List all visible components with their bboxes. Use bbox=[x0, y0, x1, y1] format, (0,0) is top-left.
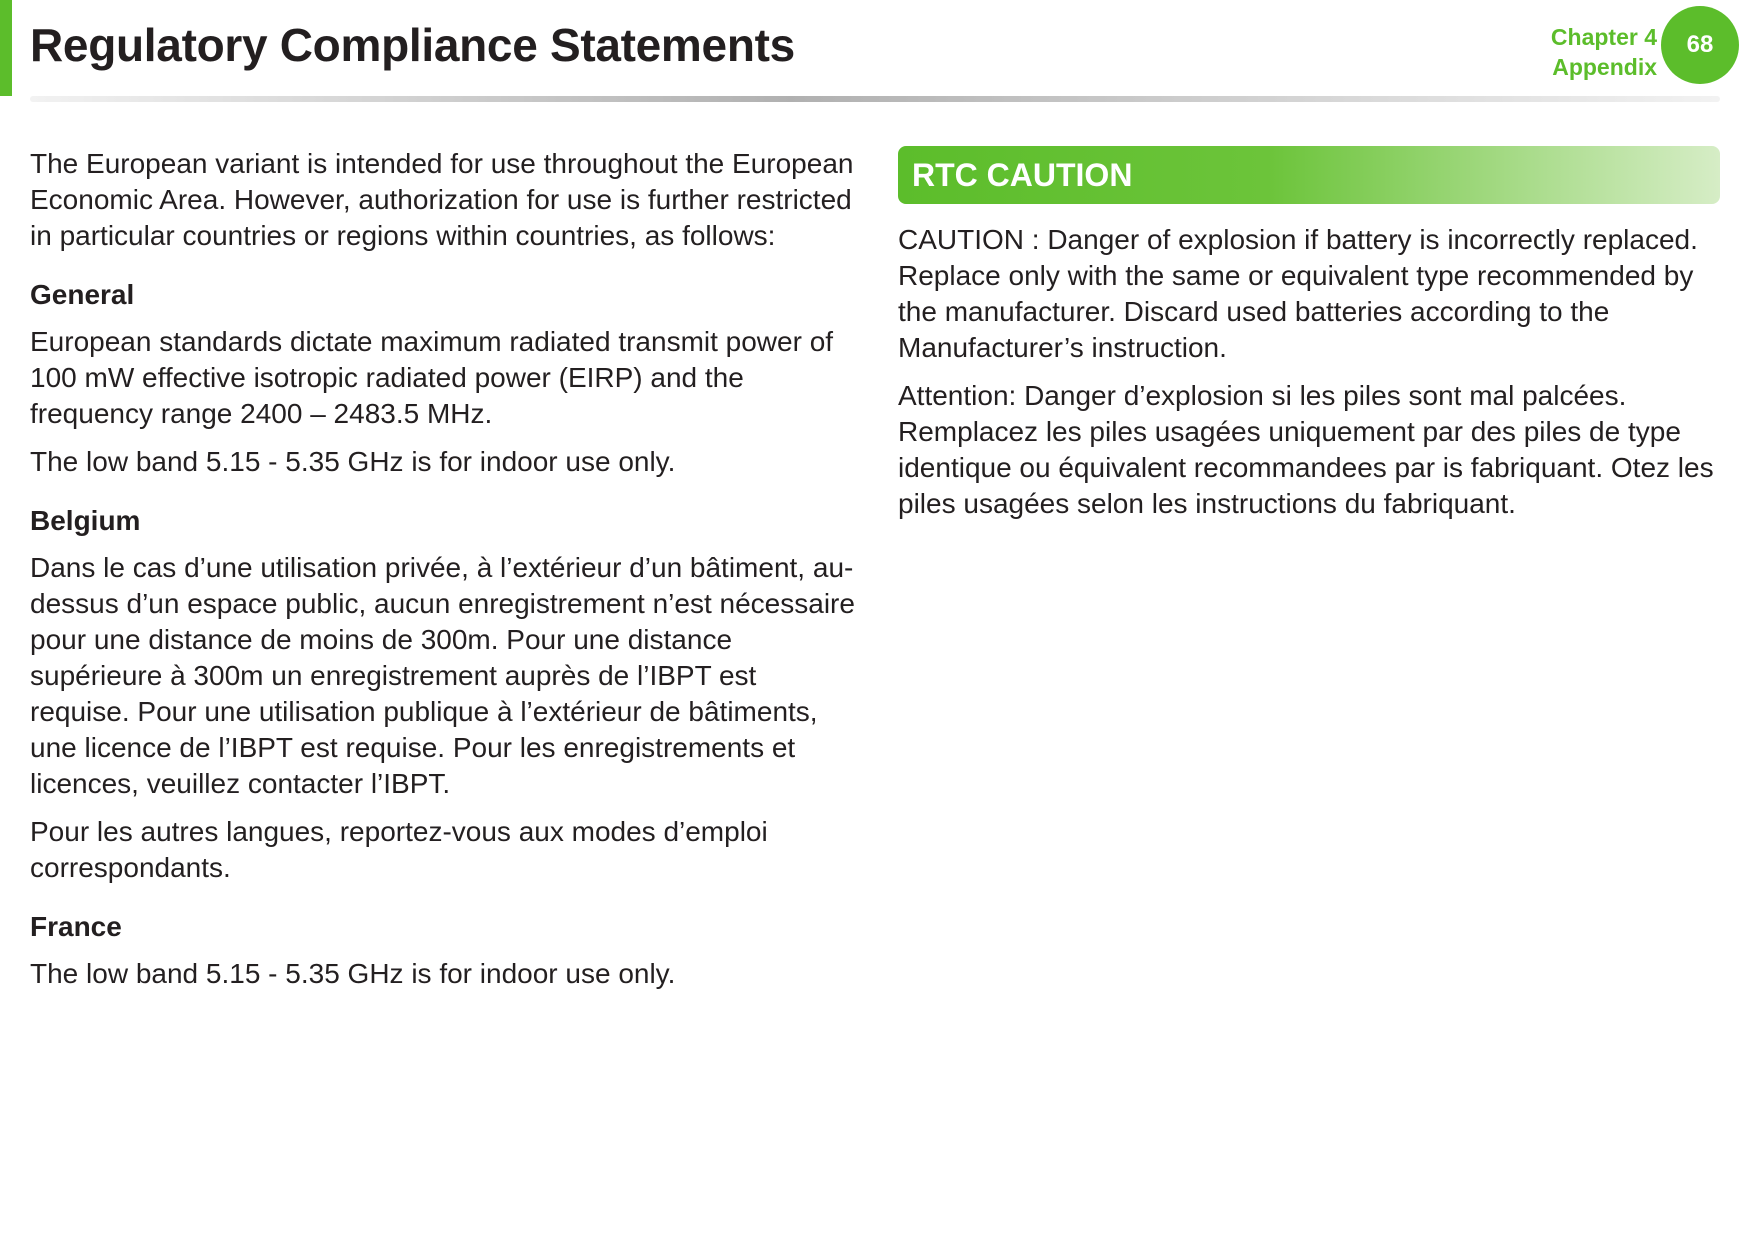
rtc-caution-banner bbox=[898, 146, 1720, 204]
chapter-info bbox=[1551, 22, 1657, 82]
general-paragraph-1: European standards dictate maximum radiated transmit power of 100 mW effective isotropic radiated power (EIRP) and the frequency range 2400 – 2483.5 MHz. bbox=[30, 326, 834, 429]
page-number-badge: 68 bbox=[1661, 6, 1739, 84]
caution-french-paragraph: Attention: Danger d’explosion si les piles sont mal palcées. Remplacez les piles usagées uniquement par des piles de type identique ou équivalent recommandees par is fabriquant. Otez les piles usagées selon les instructions du fabriquant. bbox=[898, 380, 1714, 519]
rtc-caution-title: RTC CAUTION bbox=[912, 156, 1133, 193]
chapter-label: Chapter 4 bbox=[1550, 24, 1657, 50]
left-column bbox=[30, 146, 860, 1004]
page-title: Regulatory Compliance Statements bbox=[30, 19, 795, 71]
general-heading: General bbox=[30, 279, 135, 310]
belgium-paragraph-1: Dans le cas d’une utilisation privée, à l’extérieur d’un bâtiment, au-dessus d’un espace public, aucun enregistrement n’est nécessaire pour une distance de moins de 300m. Pour une distance supérieure à 300m un enregistrement auprès de l’IBPT est requise. Pour une utilisation publique à l’extérieur de bâtiments, une licence de l’IBPT est requise. Pour les enregistrements et licences, veuillez contacter l’IBPT. bbox=[30, 552, 855, 799]
header-divider bbox=[30, 96, 1720, 102]
intro-paragraph: The European variant is intended for use throughout the European Economic Area. However, authorization for use is further restricted in particular countries or regions within countries, as follows: bbox=[30, 148, 854, 251]
belgium-heading: Belgium bbox=[30, 505, 141, 536]
right-column bbox=[898, 146, 1720, 534]
belgium-paragraph-2: Pour les autres langues, reportez-vous aux modes d’emploi correspondants. bbox=[30, 816, 768, 883]
header-accent-bar bbox=[0, 0, 12, 96]
section-label: Appendix bbox=[1552, 54, 1657, 80]
france-paragraph-1: The low band 5.15 - 5.35 GHz is for indoor use only. bbox=[30, 958, 676, 989]
general-paragraph-2: The low band 5.15 - 5.35 GHz is for indoor use only. bbox=[30, 446, 676, 477]
caution-english-paragraph: CAUTION : Danger of explosion if battery is incorrectly replaced. Replace only with the same or equivalent type recommended by the manufacturer. Discard used batteries according to the Manufacturer’s instruction. bbox=[898, 224, 1698, 363]
france-heading: France bbox=[30, 911, 122, 942]
